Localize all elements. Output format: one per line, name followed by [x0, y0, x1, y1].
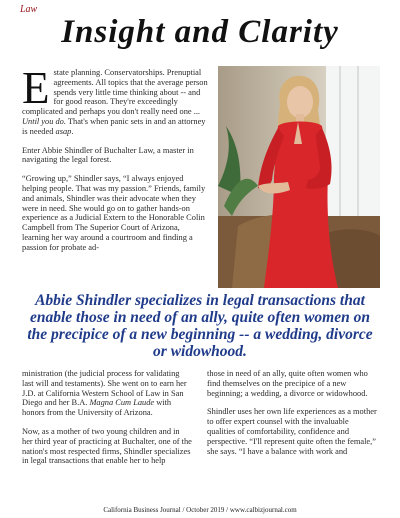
- pull-quote: Abbie Shindler specializes in legal transactions that enable those in need of an ally, quite often women on the precipice of a new beginning -- a wedding, divorce or widowhood.: [27, 292, 373, 360]
- paragraph-ally: those in need of an ally, quite often women who find themselves on the precipice of a new beginning; a wedding, a divorce or widowhood.: [207, 369, 368, 398]
- page-footer: California Business Journal / October 2019 / www.calbizjournal.com: [103, 506, 297, 514]
- portrait-photo: [218, 66, 380, 288]
- paragraph-experience: Shindler uses her own life experiences as a mother to offer expert counsel with the invaluable qualities of comfortability, confidence and perspective. “I'll represent quite often the female,” she says. “I have a balance with work and: [207, 407, 377, 456]
- section-label: Law: [20, 4, 38, 15]
- paragraph-enter: Enter Abbie Shindler of Buchalter Law, a master in navigating the legal forest.: [22, 145, 194, 165]
- portrait-illustration: [218, 66, 380, 288]
- body-column-2: [22, 369, 192, 475]
- paragraph-practice: Now, as a mother of two young children and in her third year of practicing at Buchalter, one of the nation's most respected firms, Shindler specializes in legal transactions that enable her to help: [22, 426, 192, 466]
- paragraph-education: ministration (the judicial process for validating last will and testaments). She went on to earn her J.D. at California Western School of Law in San Diego and her B.A. Magna Cum Laude with honors from the University of Arizona.: [22, 369, 187, 418]
- paragraph-intro: Estate planning. Conservatorships. Prenuptial agreements. All topics that the average person spends very little time thinking about -- and for good reason. They're exceedingly complicated and perhaps you don't really need one ... Until you do. That's when panic sets in and an attorney is needed asap.: [22, 68, 208, 136]
- drop-cap: E: [22, 68, 50, 113]
- paragraph-growing-up: “Growing up,” Shindler says, “I always enjoyed helping people. That was my passion.” Friends, family and animals, Shindler was their advocate when they were in need. She would go on to gather hands-on experience as a Judicial Extern to the Honorable Colin Campbell from The Superior Court of Arizona, learning her way around a courtroom and finding a passion for probate ad-: [22, 174, 206, 252]
- headline: Insight and Clarity: [61, 14, 339, 50]
- body-column-3: [207, 369, 377, 465]
- body-column-1: [22, 68, 208, 292]
